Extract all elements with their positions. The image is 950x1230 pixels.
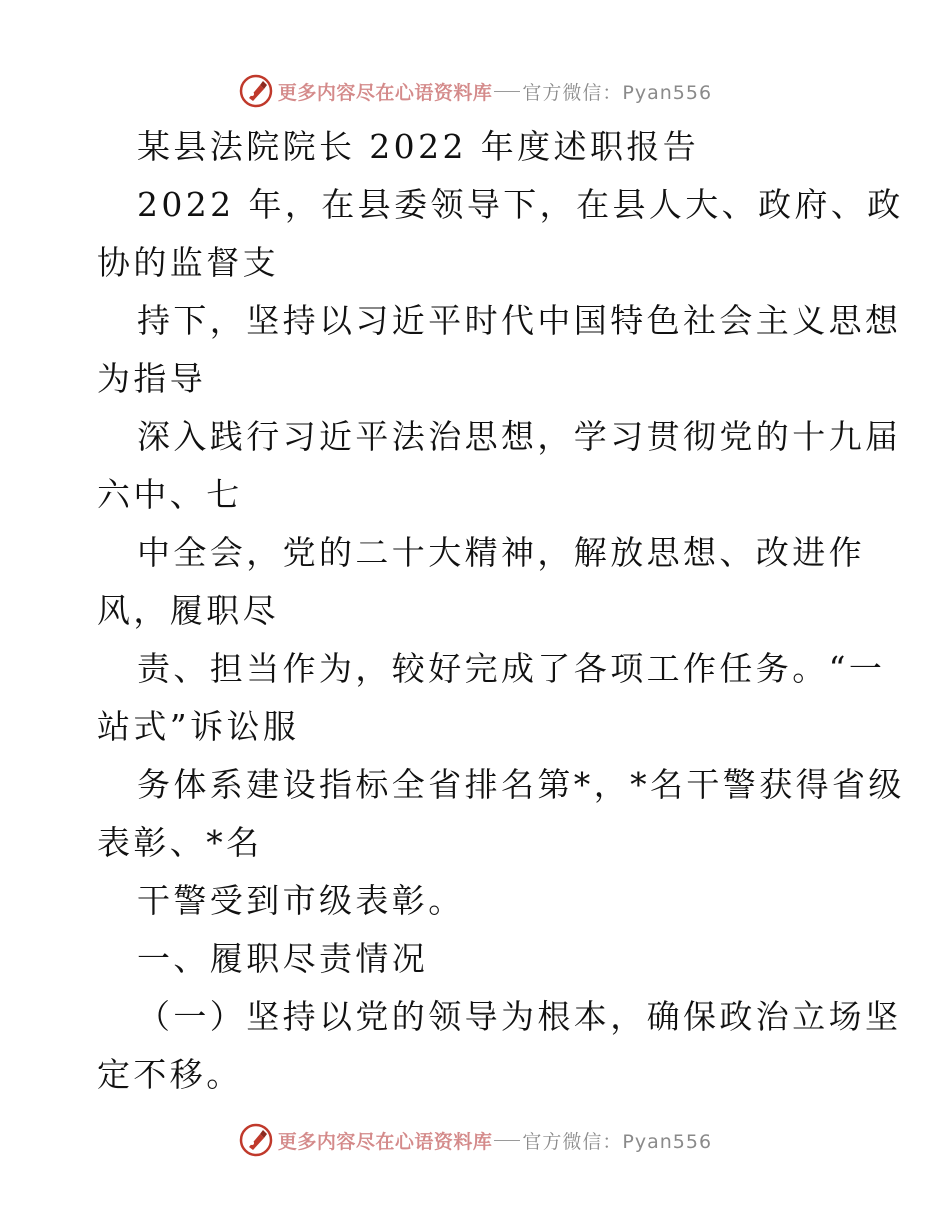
document-title: 某县法院院长 2022 年度述职报告 xyxy=(137,127,700,166)
divider-dash xyxy=(494,91,520,92)
subsection-heading: （一）坚持以党的领导为根本，确保政治立场坚 xyxy=(137,997,902,1036)
divider-dash xyxy=(494,1140,520,1141)
text-line: 表彰、*名 xyxy=(97,823,263,862)
text-line: 责、担当作为，较好完成了各项工作任务。“一 xyxy=(137,649,886,688)
footer-banner xyxy=(0,1120,950,1160)
contact-text: 官方微信：Pyan556 xyxy=(522,81,713,104)
text-line: 风，履职尽 xyxy=(97,591,279,630)
text-line: 深入践行习近平法治思想，学习贯彻党的十九届 xyxy=(137,417,902,456)
text-line: 持下，坚持以习近平时代中国特色社会主义思想 xyxy=(137,301,902,340)
text-line: 协的监督支 xyxy=(97,243,279,282)
pen-nib-logo-icon xyxy=(238,1122,274,1158)
text-line: 2022 年，在县委领导下，在县人大、政府、政 xyxy=(137,185,904,224)
text-line: 务体系建设指标全省排名第*，*名干警获得省级 xyxy=(137,765,905,804)
header-banner xyxy=(0,71,950,111)
text-line: 定不移。 xyxy=(97,1055,243,1094)
contact-text: 官方微信：Pyan556 xyxy=(522,1130,713,1153)
text-line: 为指导 xyxy=(97,359,207,398)
text-line: 站式”诉讼服 xyxy=(97,707,300,746)
brand-text: 更多内容尽在心语资料库 xyxy=(277,81,493,104)
pen-nib-logo-icon xyxy=(238,73,274,109)
document-body xyxy=(97,118,905,1104)
text-line: 六中、七 xyxy=(97,475,243,514)
text-line: 干警受到市级表彰。 xyxy=(137,881,465,920)
section-heading: 一、履职尽责情况 xyxy=(137,939,429,978)
text-line: 中全会，党的二十大精神，解放思想、改进作 xyxy=(137,533,865,572)
brand-text: 更多内容尽在心语资料库 xyxy=(277,1130,493,1153)
